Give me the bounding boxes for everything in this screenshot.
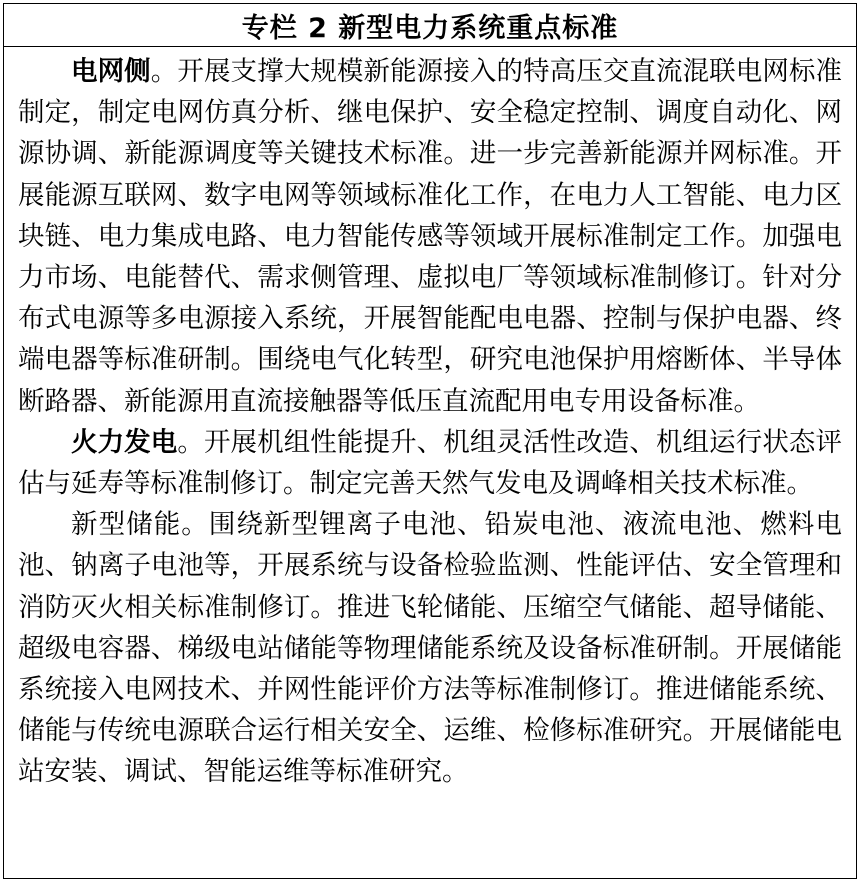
column-title: 专栏 2 新型电力系统重点标准: [4, 4, 856, 47]
paragraph-heading-thermal-power: 火力发电: [71, 426, 178, 458]
paragraph-text-power-grid: 。开展支撑大规模新能源接入的特高压交直流混联电网标准制定，制定电网仿真分析、继电保护、安全稳定控制、调度自动化、网源协调、新能源调度等关键技术标准。进一步完善新能源并网标准。开展能源互联网、数字电网等领域标准化工作，在电力人工智能、电力区块链、电力集成电路、电力智能传感等领域开展标准制定工作。加强电力市场、电能替代、需求侧管理、虚拟电厂等领域标准制修订。针对分布式电源等多电源接入系统，开展智能配电电器、控制与保护电器、终端电器等标准研制。围绕电气化转型，研究电池保护用熔断体、半导体断路器、新能源用直流接触器等低压直流配用电专用设备标准。: [18, 56, 843, 417]
paragraph-thermal-power: [18, 422, 842, 504]
paragraph-power-grid: [18, 51, 842, 422]
paragraph-energy-storage: [18, 504, 842, 792]
column-box: [3, 3, 857, 879]
column-content: [4, 47, 856, 793]
paragraph-text-thermal-power: 。开展机组性能提升、机组灵活性改造、机组运行状态评估与延寿等标准制修订。制定完善天然气发电及调峰相关技术标准。: [18, 426, 843, 500]
paragraph-text-energy-storage: 。围绕新型锂离子电池、铅炭电池、液流电池、燃料电池、钠离子电池等，开展系统与设备检验监测、性能评估、安全管理和消防灭火相关标准制修订。推进飞轮储能、压缩空气储能、超导储能、超级电容器、梯级电站储能等物理储能系统及设备标准研制。开展储能系统接入电网技术、并网性能评价方法等标准制修订。推进储能系统、储能与传统电源联合运行相关安全、运维、检修标准研究。开展储能电站安装、调试、智能运维等标准研究。: [18, 509, 843, 788]
paragraph-heading-power-grid: 电网侧: [71, 56, 151, 87]
paragraph-heading-energy-storage: 新型储能: [71, 509, 182, 541]
